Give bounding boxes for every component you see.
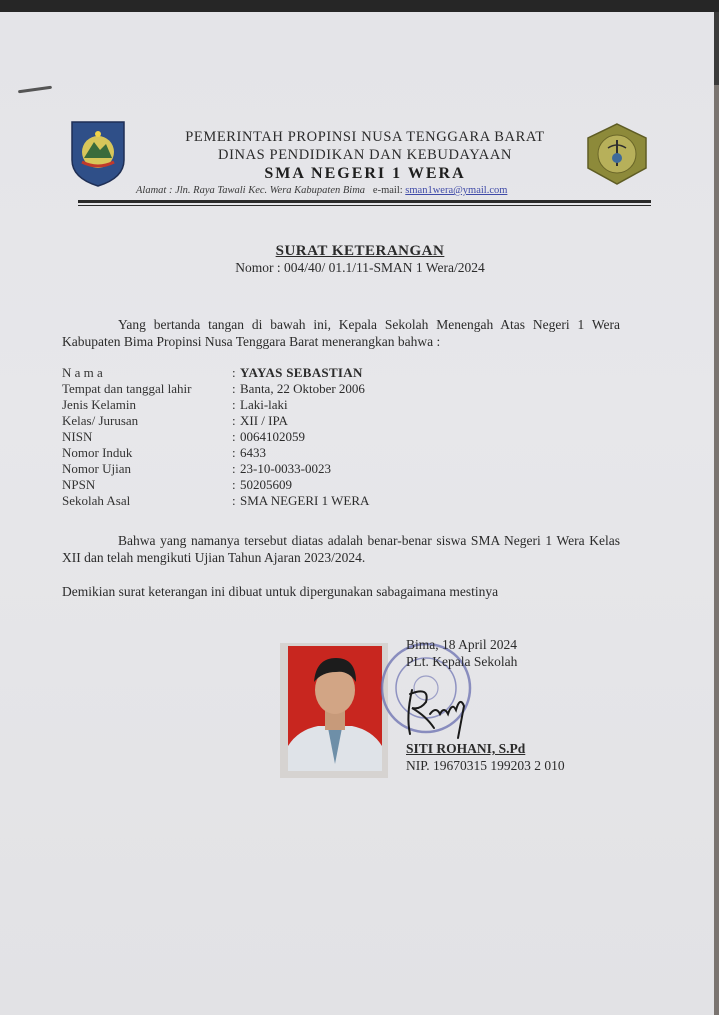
field-value: 23-10-0033-0023	[240, 461, 331, 476]
letterhead-department: DINAS PENDIDIKAN DAN KEBUDAYAAN	[218, 147, 512, 163]
top-bar	[0, 0, 719, 12]
field-row: Tempat dan tanggal lahir : Banta, 22 Oktober 2006	[62, 381, 365, 396]
closing-paragraph: Demikian surat keterangan ini dibuat untuk dipergunakan sabagaimana mestinya	[62, 584, 499, 599]
student-photo	[280, 643, 388, 778]
field-label: Nomor Ujian	[62, 461, 131, 476]
field-label: Kelas/ Jurusan	[62, 413, 139, 428]
field-row: Kelas/ Jurusan : XII / IPA	[62, 413, 288, 428]
field-row: Sekolah Asal : SMA NEGERI 1 WERA	[62, 493, 370, 508]
photo-background	[288, 646, 382, 771]
sign-role: PLt. Kepala Sekolah	[406, 654, 518, 669]
letterhead-government: PEMERINTAH PROPINSI NUSA TENGGARA BARAT	[185, 129, 545, 145]
letterhead-address	[136, 185, 616, 196]
field-row: Nomor Ujian : 23-10-0033-0023	[62, 461, 331, 476]
field-label: NISN	[62, 429, 93, 444]
sign-nip: NIP. 19670315 199203 2 010	[406, 758, 565, 773]
statement-paragraph: Bahwa yang namanya tersebut diatas adalah benar-benar siswa SMA Negeri 1 Wera Kelas XII dan telah mengikuti Ujian Tahun Ajaran 2023/2024.	[62, 533, 620, 565]
letterhead-rule-thin	[78, 205, 651, 206]
page-edge-shadow	[714, 85, 719, 1015]
field-row: NISN : 0064102059	[62, 429, 305, 444]
field-label: N a m a	[62, 365, 103, 380]
field-value: 0064102059	[240, 429, 305, 444]
field-value: 50205609	[240, 477, 292, 492]
letterhead-school: SMA NEGERI 1 WERA	[264, 165, 466, 182]
field-row: Jenis Kelamin : Laki-laki	[62, 397, 288, 412]
letterhead-rule-thick	[78, 200, 651, 203]
student-portrait-icon	[288, 646, 382, 771]
sign-place-date: Bima, 18 April 2024	[406, 637, 517, 652]
email-label: e-mail:	[372, 185, 403, 196]
field-value: Banta, 22 Oktober 2006	[240, 381, 365, 396]
field-row: NPSN : 50205609	[62, 477, 292, 492]
field-value: SMA NEGERI 1 WERA	[240, 493, 370, 508]
province-emblem-icon	[70, 120, 126, 188]
email-link[interactable]: sman1wera@ymail.com	[405, 185, 508, 196]
address-text: Alamat : Jln. Raya Tawali Kec. Wera Kabupaten Bima	[136, 185, 366, 196]
document-title: SURAT KETERANGAN	[275, 243, 445, 259]
field-label: Nomor Induk	[62, 445, 133, 460]
letterhead	[130, 128, 600, 184]
document-number: Nomor : 004/40/ 01.1/11-SMAN 1 Wera/2024	[235, 260, 485, 275]
field-label: Jenis Kelamin	[62, 397, 137, 412]
intro-paragraph: Yang bertanda tangan di bawah ini, Kepala Sekolah Menengah Atas Negeri 1 Wera Kabupaten Bima Propinsi Nusa Tenggara Barat menerangkan bahwa :	[62, 317, 620, 349]
field-value: YAYAS SEBASTIAN	[240, 365, 363, 380]
field-value: XII / IPA	[240, 413, 288, 428]
field-label: NPSN	[62, 477, 96, 492]
field-row: Nomor Induk : 6433	[62, 445, 266, 460]
field-row: N a m a : YAYAS SEBASTIAN	[62, 365, 363, 380]
signature-block	[406, 636, 565, 774]
field-value: Laki-laki	[240, 397, 288, 412]
sign-name: SITI ROHANI, S.Pd	[406, 741, 526, 756]
field-label: Tempat dan tanggal lahir	[62, 381, 192, 396]
field-label: Sekolah Asal	[62, 493, 131, 508]
student-details	[62, 365, 369, 509]
field-value: 6433	[240, 445, 266, 460]
